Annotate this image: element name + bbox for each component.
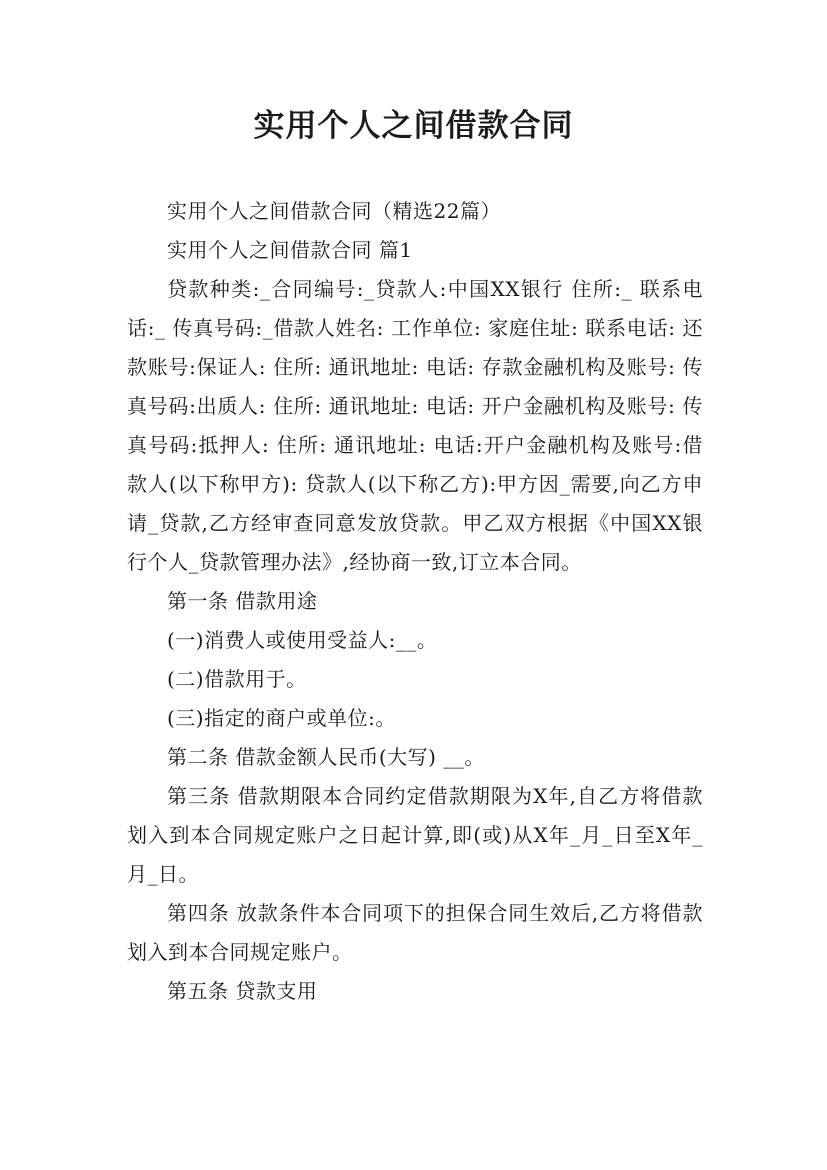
paragraph-section-heading: 实用个人之间借款合同 篇1 xyxy=(167,238,413,262)
document-title: 实用个人之间借款合同 xyxy=(253,108,574,144)
document-body xyxy=(127,192,703,1011)
paragraph-article-4: 第四条 放款条件本合同项下的担保合同生效后,乙方将借款划入到本合同规定账户。 xyxy=(127,901,703,964)
paragraph-clause-2: (二)借款用于。 xyxy=(167,667,307,691)
paragraph-article-3: 第三条 借款期限本合同约定借款期限为X年,自乙方将借款划入到本合同规定账户之日起计算,即(或)从X年_月_日至X年_月_日。 xyxy=(127,784,703,886)
paragraph-clause-1: (一)消费人或使用受益人:__。 xyxy=(167,628,438,652)
paragraph-parties: 贷款种类:_合同编号:_贷款人:中国XX银行 住所:_ 联系电话:_ 传真号码:_借款人姓名: 工作单位: 家庭住址: 联系电话: 还款账号:保证人: 住所: 通讯地址: 电话: 存款金融机构及账号: 传真号码:出质人: 住所: 通讯地址: 电话: 开户金融机构及账号: 传真号码:抵押人: 住所: 通讯地址: 电话:开户金融机构及账号:借款人(以下称甲方): 贷款人(以下称乙方):甲方因_需要,向乙方申请_贷款,乙方经审查同意发放贷款。甲乙双方根据《中国XX银行个人_贷款管理办法》,经协商一致,订立本合同。 xyxy=(127,277,703,574)
paragraph-article-2: 第二条 借款金额人民币(大写) __。 xyxy=(167,745,485,769)
paragraph-article-5: 第五条 贷款支用 xyxy=(167,979,318,1003)
paragraph-subtitle: 实用个人之间借款合同（精选22篇） xyxy=(167,199,501,223)
paragraph-clause-3: (三)指定的商户或单位:。 xyxy=(167,706,396,730)
paragraph-article-1: 第一条 借款用途 xyxy=(167,589,318,613)
